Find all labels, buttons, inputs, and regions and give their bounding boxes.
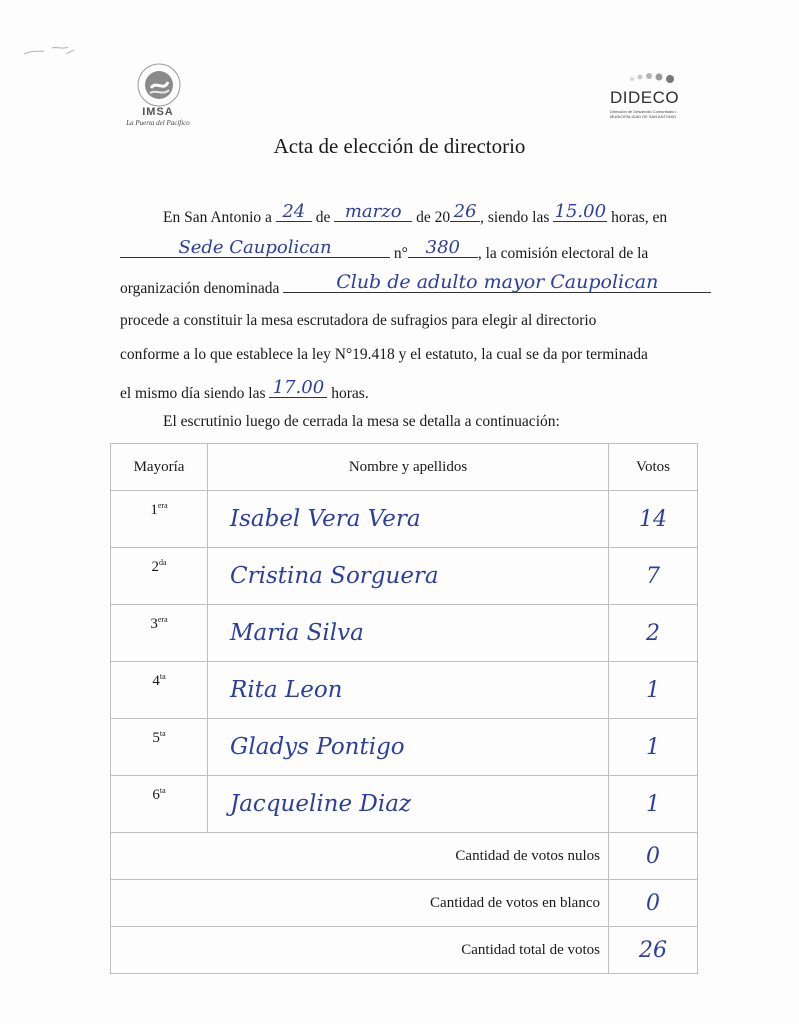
blank-votes-row xyxy=(111,880,698,927)
imsa-logo-motto: La Puerta del Pacífico xyxy=(126,119,190,127)
paragraph-line-4: procede a constituir la mesa escrutadora de sufragios para elegir al directorio xyxy=(120,312,597,329)
paragraph-line-5: conforme a lo que establece la ley N°19.418 y el estatuto, la cual se da por terminada xyxy=(120,346,648,363)
name-cell xyxy=(208,605,609,662)
rank-number: 4 xyxy=(152,673,160,689)
total-votes-cell xyxy=(609,927,698,974)
rank-cell xyxy=(111,719,208,776)
table-row xyxy=(111,662,698,719)
year-value: 26 xyxy=(453,201,477,223)
vote-count: 14 xyxy=(639,506,667,532)
text-fragment: el mismo día siendo las xyxy=(120,385,266,403)
imsa-logo xyxy=(118,62,198,130)
rank-cell xyxy=(111,662,208,719)
rank-cell xyxy=(111,491,208,548)
month-field xyxy=(334,201,412,223)
text-fragment: horas, en xyxy=(611,209,668,227)
text-fragment: En San Antonio a xyxy=(163,209,272,227)
start-time-value: 15.00 xyxy=(554,201,607,223)
table-row xyxy=(111,719,698,776)
venue-value: Sede Caupolican xyxy=(178,237,332,259)
vote-count: 1 xyxy=(646,791,660,817)
month-value: marzo xyxy=(344,201,402,223)
header-name: Nombre y apellidos xyxy=(208,444,609,491)
votes-cell xyxy=(609,776,698,833)
paragraph-line-7: El escrutinio luego de cerrada la mesa se detalla a continuación: xyxy=(163,413,560,430)
name-cell xyxy=(208,548,609,605)
candidate-name: Gladys Pontigo xyxy=(230,734,405,760)
municipal-seal-icon xyxy=(136,62,182,108)
number-value: 380 xyxy=(425,237,460,259)
paragraph-line-1 xyxy=(163,201,668,227)
table-row xyxy=(111,776,698,833)
text-fragment: organización denominada xyxy=(120,280,280,298)
rank-suffix: ta xyxy=(159,729,166,738)
rank-cell xyxy=(111,548,208,605)
votes-cell xyxy=(609,662,698,719)
organization-field xyxy=(283,271,711,294)
day-field xyxy=(276,201,312,223)
text-fragment: n° xyxy=(393,245,408,263)
candidate-name: Isabel Vera Vera xyxy=(230,506,421,532)
rank-number: 3 xyxy=(150,616,158,632)
start-time-field xyxy=(553,201,607,223)
table-row xyxy=(111,605,698,662)
blank-votes-label: Cantidad de votos en blanco xyxy=(111,880,609,927)
document-title: Acta de elección de directorio xyxy=(273,134,526,158)
rank-suffix: ta xyxy=(159,672,166,681)
vote-count: 1 xyxy=(646,677,660,703)
total-votes-row xyxy=(111,927,698,974)
votes-cell xyxy=(609,548,698,605)
end-time-field xyxy=(269,377,327,399)
year-field xyxy=(450,201,480,223)
null-votes-value: 0 xyxy=(646,843,660,869)
rank-number: 5 xyxy=(152,730,160,746)
text-fragment: de xyxy=(315,209,331,227)
total-votes-label: Cantidad total de votos xyxy=(111,927,609,974)
venue-field xyxy=(120,237,390,259)
votes-cell xyxy=(609,491,698,548)
paragraph-line-3 xyxy=(120,271,711,298)
candidate-name: Maria Silva xyxy=(230,620,364,646)
rank-number: 6 xyxy=(152,787,160,803)
dideco-logo xyxy=(604,68,690,124)
dideco-logo-subtitle: Dirección de Desarrollo Comunitario I. MUNICIPALIDAD DE SAN ANTONIO xyxy=(610,109,678,119)
rank-number: 1 xyxy=(150,502,158,518)
null-votes-row xyxy=(111,833,698,880)
paragraph-line-6 xyxy=(120,377,369,403)
rank-suffix: era xyxy=(157,501,168,510)
header-votes: Votos xyxy=(609,444,698,491)
dideco-logo-name: DIDECO xyxy=(610,88,680,107)
text-fragment: de 20 xyxy=(416,209,451,227)
name-cell xyxy=(208,719,609,776)
results-table xyxy=(110,443,698,974)
candidate-name: Rita Leon xyxy=(230,677,343,703)
header-rank: Mayoría xyxy=(111,444,208,491)
blank-votes-cell xyxy=(609,880,698,927)
table-header-row xyxy=(111,444,698,491)
paragraph-line-2 xyxy=(120,237,649,263)
rank-suffix: da xyxy=(158,558,167,567)
table-row xyxy=(111,491,698,548)
dots-icon xyxy=(626,70,676,86)
rank-suffix: ta xyxy=(159,786,166,795)
text-fragment: horas. xyxy=(331,385,369,403)
blank-votes-value: 0 xyxy=(646,890,660,916)
null-votes-label: Cantidad de votos nulos xyxy=(111,833,609,880)
candidate-name: Jacqueline Diaz xyxy=(230,791,412,817)
null-votes-cell xyxy=(609,833,698,880)
text-fragment: , la comisión electoral de la xyxy=(477,245,649,263)
vote-count: 2 xyxy=(646,620,660,646)
votes-cell xyxy=(609,719,698,776)
vote-count: 7 xyxy=(646,563,660,589)
number-field xyxy=(408,237,478,259)
candidate-name: Cristina Sorguera xyxy=(230,563,439,589)
rank-suffix: era xyxy=(157,615,168,624)
votes-cell xyxy=(609,605,698,662)
vote-count: 1 xyxy=(646,734,660,760)
text-fragment: , siendo las xyxy=(480,209,550,227)
end-time-value: 17.00 xyxy=(272,377,325,399)
rank-cell xyxy=(111,605,208,662)
table-row xyxy=(111,548,698,605)
pencil-scribble xyxy=(22,38,82,62)
rank-number: 2 xyxy=(151,559,159,575)
day-value: 24 xyxy=(282,201,306,223)
imsa-logo-name: IMSA xyxy=(142,106,174,118)
rank-cell xyxy=(111,776,208,833)
organization-value: Club de adulto mayor Caupolican xyxy=(336,271,659,294)
total-votes-value: 26 xyxy=(639,937,667,963)
name-cell xyxy=(208,776,609,833)
name-cell xyxy=(208,662,609,719)
name-cell xyxy=(208,491,609,548)
